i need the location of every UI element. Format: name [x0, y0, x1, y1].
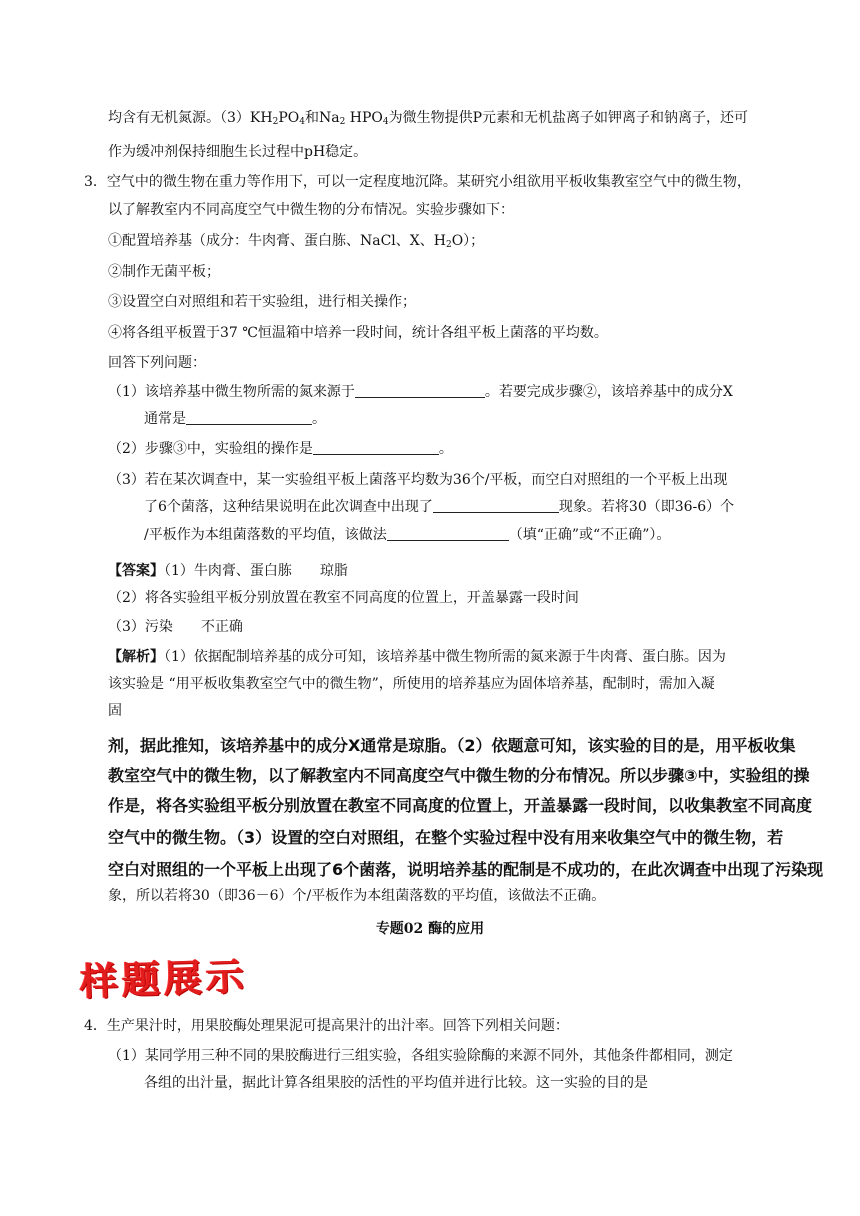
- sub-question-3-cont: /平板作为本组菌落数的平均值，该做法 （填“正确”或“不正确”）。: [144, 527, 671, 543]
- step-4: ④将各组平板置于37 ℃恒温箱中培养一段时间，统计各组平板上菌落的平均数。: [108, 325, 608, 341]
- explanation-line: 【解析】（1）依据配制培养基的成分可知，该培养基中微生物所需的氮来源于牛肉膏、蛋白胨。因为: [108, 649, 726, 665]
- answer-blank: [355, 383, 485, 398]
- question-4-line: （1）某同学用三种不同的果胶酶进行三组实验，各组实验除酶的来源不同外，其他条件都相同，测定: [108, 1048, 733, 1064]
- answer-line: （3）污染 不正确: [108, 619, 243, 635]
- sub-question-3-cont: 了6个菌落，这种结果说明在此次调查中出现了 现象。若将30（即36-6）个: [144, 499, 735, 515]
- sub-question-2: （2）步骤③中，实验组的操作是 。: [108, 441, 453, 457]
- explanation-line: 空气中的微生物。（3）设置的空白对照组，在整个实验过程中没有用来收集空气中的微生物，若: [108, 828, 784, 847]
- answer-line: 【答案】（1）牛肉膏、蛋白胨 琼脂: [108, 563, 348, 579]
- step-2: ②制作无菌平板；: [108, 264, 220, 280]
- question-3-line: 3．空气中的微生物在重力等作用下，可以一定程度地沉降。某研究小组欲用平板收集教室空气中的微生物，: [84, 174, 751, 190]
- answer-blank: [186, 410, 312, 425]
- sub-question-3: （3）若在某次调查中，某一实验组平板上菌落平均数为36个/平板，而空白对照组的一个平板上出现: [108, 472, 728, 488]
- answer-blank: [313, 440, 439, 455]
- step-3: ③设置空白对照组和若干实验组，进行相关操作；: [108, 294, 416, 310]
- explanation-label: 【解析】: [108, 649, 164, 665]
- text-line: 作为缓冲剂保持细胞生长过程中pH稳定。: [108, 144, 368, 160]
- question-4-line: 各组的出汁量，据此计算各组果胶的活性的平均值并进行比较。这一实验的目的是: [144, 1075, 648, 1091]
- sub-question-1: （1）该培养基中微生物所需的氮来源于 。若要完成步骤②，该培养基中的成分X: [108, 384, 733, 400]
- explanation-line: 固: [108, 703, 122, 719]
- explanation-line: 空白对照组的一个平板上出现了6个菌落，说明培养基的配制是不成功的，在此次调查中出现了污染现: [108, 860, 824, 879]
- text-line: 均含有无机氮源。$(3)KH_2PO_4$和$Na_2$ $HPO_4$为微生物提供P元素和无机盐离子如钾离子和钠离子，还可: [108, 110, 749, 127]
- explanation-line: 象，所以若将30（即36－6）个/平板作为本组菌落数的平均值，该做法不正确。: [108, 888, 606, 904]
- explanation-line: 该实验是 “用平板收集教室空气中的微生物”，所使用的培养基应为固体培养基，配制时，需加入凝: [108, 676, 715, 692]
- answer-blank: [387, 526, 509, 541]
- explanation-line: 作是，将各实验组平板分别放置在教室不同高度的位置上，开盖暴露一段时间，以收集教室不同高度: [108, 796, 813, 815]
- answer-prompt: 回答下列问题：: [108, 355, 206, 371]
- question-3-line: 以了解教室内不同高度空气中微生物的分布情况。实验步骤如下：: [108, 202, 514, 218]
- sample-banner: 样题展示: [79, 953, 249, 1004]
- explanation-line: 教室空气中的微生物，以了解教室内不同高度空气中微生物的分布情况。所以步骤③中，实验组的操: [108, 766, 810, 785]
- step-1: ①配置培养基（成分：牛肉膏、蛋白胨、NaCl、X、$H_2O$）；: [108, 233, 485, 250]
- answer-line: （2）将各实验组平板分别放置在教室不同高度的位置上，开盖暴露一段时间: [108, 590, 579, 606]
- sub-question-1-cont: 通常是 。: [144, 411, 326, 427]
- answer-label: 【答案】: [108, 563, 164, 579]
- question-4-line: 4．生产果汁时，用果胶酶处理果泥可提高果汁的出汁率。回答下列相关问题：: [84, 1018, 569, 1034]
- section-title: 专题02 酶的应用: [375, 921, 485, 937]
- explanation-line: 剂，据此推知，该培养基中的成分X通常是琼脂。（2）依题意可知，该实验的目的是，用平板收集: [108, 736, 796, 755]
- answer-blank: [433, 498, 559, 513]
